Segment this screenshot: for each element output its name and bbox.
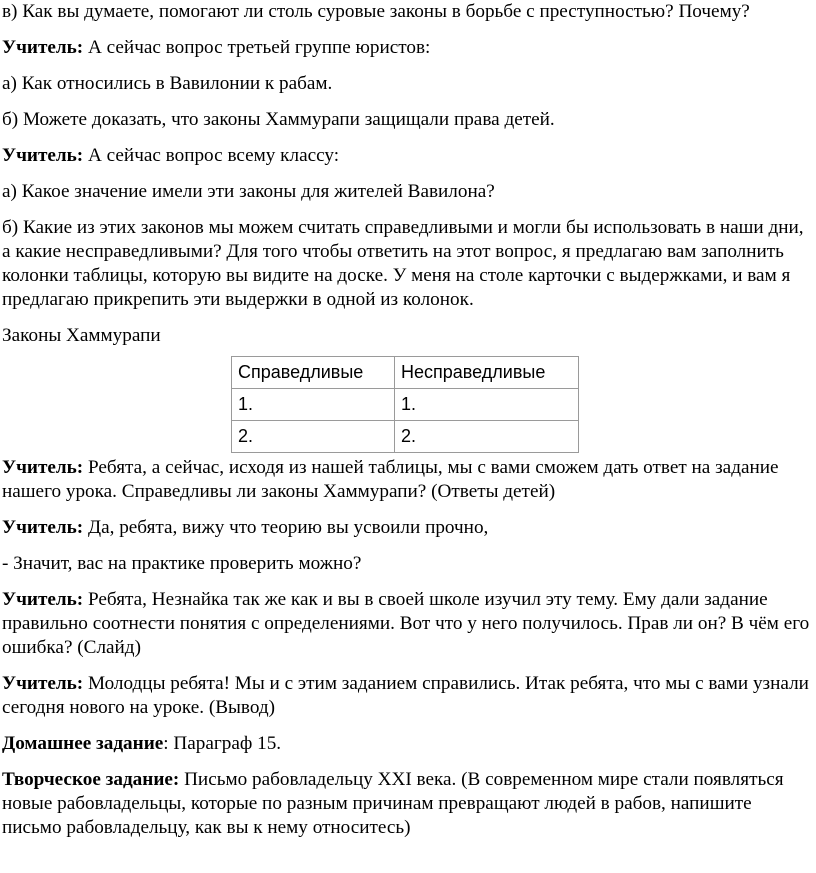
teacher-paragraph-3 [2, 456, 812, 504]
table-cell: 2. [232, 421, 395, 453]
homework-label: Домашнее задание [2, 733, 164, 754]
question-a-slaves: а) Как относились в Вавилонии к рабам. [2, 73, 333, 94]
homework-paragraph [2, 732, 812, 756]
question-b-fair-laws: б) Какие из этих законов мы можем считать справедливыми и могли бы использовать в наши дни, а какие несправедливыми? Для того чтобы ответить на этот вопрос, я предлагаю вам заполнить колонки таблицы, которую вы видите на доске. У меня на столе карточки с выдержками, и вам я предлагаю прикрепить эти выдержки в одной из колонок. [2, 217, 804, 310]
teacher-label: Учитель: [2, 457, 84, 478]
creative-task-label: Творческое задание: [2, 769, 180, 790]
table-caption: Законы Хаммурапи [2, 325, 161, 346]
teacher-paragraph-4 [2, 516, 812, 540]
table-cell: 2. [395, 421, 579, 453]
teacher-paragraph-1 [2, 36, 812, 60]
table-row [232, 421, 579, 453]
homework-text: : Параграф 15. [163, 733, 282, 754]
teacher-label: Учитель: [2, 145, 84, 166]
paragraph-text: Да, ребята, вижу что теорию вы усвоили прочно, [83, 517, 489, 538]
table-cell: 1. [395, 389, 579, 421]
table-cell: 1. [232, 389, 395, 421]
question-b-children: б) Можете доказать, что законы Хаммурапи защищали права детей. [2, 109, 555, 130]
question-a-meaning: а) Какое значение имели эти законы для жителей Вавилона? [2, 181, 495, 202]
laws-table-wrapper [231, 356, 812, 453]
creative-task-text: Письмо рабовладельцу XXI века. (В современном мире стали появляться новые рабовладельцы, которые по разным причинам превращают людей в рабов, напишите письмо рабовладельцу, как вы к нему относитесь) [2, 769, 784, 838]
table-header-row [232, 357, 579, 389]
paragraph-text: А сейчас вопрос третьей группе юристов: [83, 37, 431, 58]
teacher-label: Учитель: [2, 37, 84, 58]
teacher-label: Учитель: [2, 517, 84, 538]
paragraph-text: Ребята, Незнайка так же как и вы в своей школе изучил эту тему. Ему дали задание правильно соотнести понятия с определениями. Вот что у него получилось. Прав ли он? В чём его ошибка? (Слайд) [2, 589, 810, 658]
teacher-label: Учитель: [2, 673, 84, 694]
table-row [232, 389, 579, 421]
teacher-label: Учитель: [2, 589, 84, 610]
paragraph-text: Молодцы ребята! Мы и с этим заданием справились. Итак ребята, что мы с вами узнали сегодня нового на уроке. (Вывод) [2, 673, 809, 718]
question-v: в) Как вы думаете, помогают ли столь суровые законы в борьбе с преступностью? Почему? [2, 1, 750, 22]
teacher-paragraph-5 [2, 588, 812, 660]
teacher-paragraph-2 [2, 144, 812, 168]
header-unfair: Несправедливые [395, 357, 579, 389]
creative-task-paragraph [2, 768, 812, 840]
practice-question: - Значит, вас на практике проверить можно? [2, 553, 362, 574]
paragraph-text: А сейчас вопрос всему классу: [83, 145, 340, 166]
teacher-paragraph-6 [2, 672, 812, 720]
header-fair: Справедливые [232, 357, 395, 389]
paragraph-text: Ребята, а сейчас, исходя из нашей таблицы, мы с вами сможем дать ответ на задание нашего урока. Справедливы ли законы Хаммурапи? (Ответы детей) [2, 457, 779, 502]
laws-table [231, 356, 579, 453]
